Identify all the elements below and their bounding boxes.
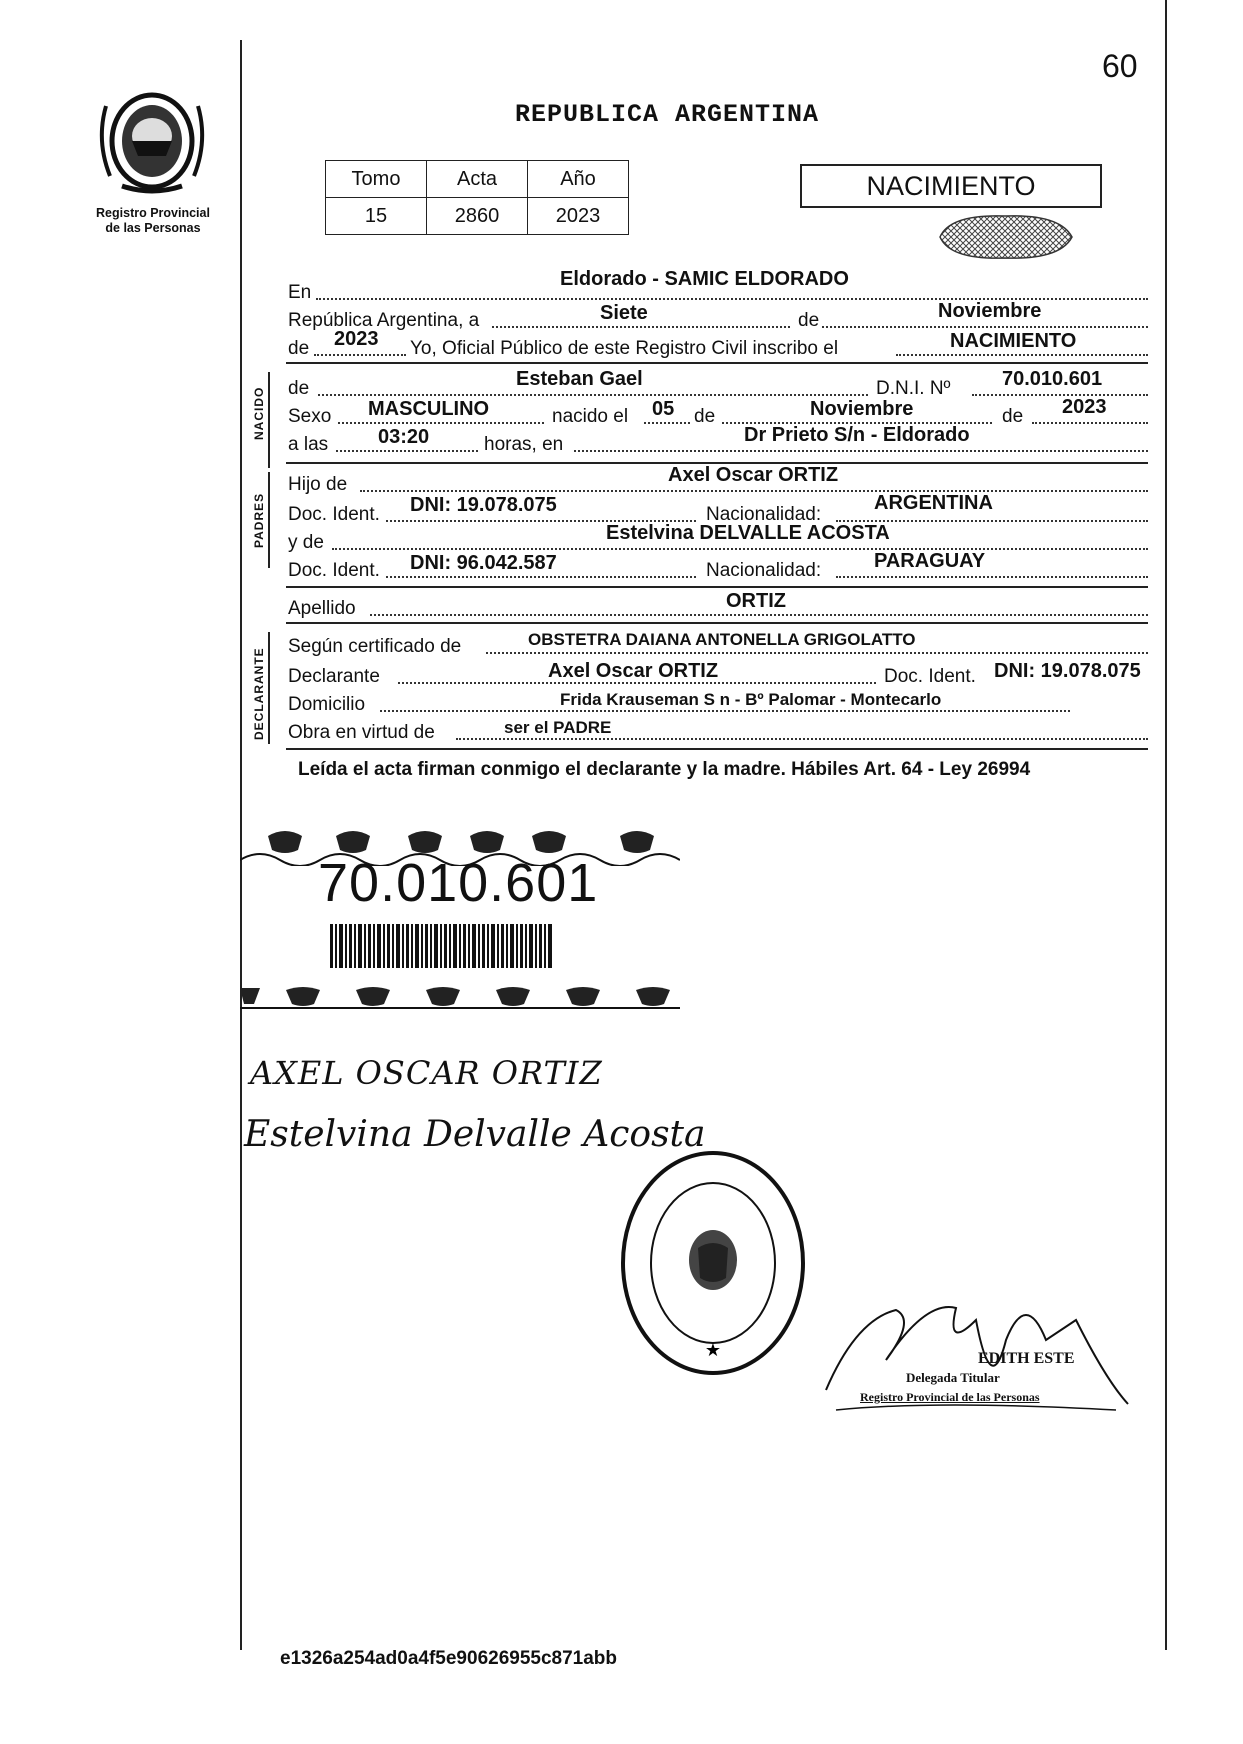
value-declarante: Axel Oscar ORTIZ	[548, 660, 719, 682]
sidebar-declarante	[268, 632, 270, 744]
value-dni: 70.010.601	[1002, 368, 1103, 390]
separator-4	[286, 622, 1148, 624]
label-hijo-de: Hijo de	[288, 474, 348, 495]
value-apellido: ORTIZ	[726, 590, 786, 612]
label-doc-declarante: Doc. Ident.	[884, 666, 976, 687]
official-round-stamp-icon	[618, 1148, 808, 1378]
registry-table	[325, 160, 629, 235]
closing-statement: Leída el acta firman conmigo el declarante y la madre. Hábiles Art. 64 - Ley 26994	[298, 759, 1031, 780]
value-hora: 03:20	[378, 426, 430, 448]
official-signature-title: Delegada Titular	[906, 1370, 1000, 1385]
side-label-declarante: DECLARANTE	[252, 647, 266, 740]
dots-anio-nac	[1032, 420, 1148, 424]
signature-mother: Estelvina Delvalle Acosta	[244, 1114, 706, 1155]
header-tomo: Tomo	[326, 161, 427, 198]
sidebar-padres	[268, 472, 270, 568]
dots-nombre	[318, 392, 868, 396]
label-dni: D.N.I. Nº	[876, 378, 951, 399]
side-label-nacido: NACIDO	[252, 386, 266, 440]
value-domicilio: Frida Krauseman S n - Bº Palomar - Montecarlo	[560, 690, 942, 709]
label-y-de: y de	[288, 532, 324, 553]
value-sexo: MASCULINO	[368, 398, 490, 420]
dots-lugar-nac	[574, 448, 1148, 452]
header-acta: Acta	[427, 161, 528, 198]
value-anio-nac: 2023	[1062, 396, 1107, 418]
label-de-nombre: de	[288, 378, 310, 399]
separator-5	[286, 748, 1148, 750]
label-de-anio: de	[288, 338, 310, 359]
label-nacido-el: nacido el	[552, 406, 629, 427]
label-sexo: Sexo	[288, 406, 332, 427]
official-signature-office: Registro Provincial de las Personas	[860, 1390, 1040, 1404]
value-tomo: 15	[326, 198, 427, 235]
value-anio: 2023	[528, 198, 629, 235]
security-seal-icon	[930, 210, 1080, 264]
side-label-padres: PADRES	[252, 492, 266, 548]
label-de-mes: de	[798, 310, 820, 331]
registry-table-header	[326, 161, 629, 198]
value-madre-nac: PARAGUAY	[874, 550, 986, 572]
label-apellido: Apellido	[288, 598, 356, 619]
value-acta: 2860	[427, 198, 528, 235]
security-band-bottom-icon	[240, 984, 680, 1012]
dots-nac-madre	[836, 574, 1148, 578]
value-nombre: Esteban Gael	[516, 368, 643, 390]
record-type-box: NACIMIENTO	[800, 164, 1102, 208]
barcode-icon	[330, 924, 552, 968]
value-padre-doc: DNI: 19.078.075	[410, 494, 557, 516]
dots-anio	[314, 352, 406, 356]
label-domicilio: Domicilio	[288, 694, 366, 715]
value-tipo: NACIMIENTO	[950, 330, 1077, 352]
value-lugar: Eldorado - SAMIC ELDORADO	[560, 268, 849, 290]
dots-mes	[822, 324, 1148, 328]
label-declarante: Declarante	[288, 666, 380, 687]
separator-3	[286, 586, 1148, 588]
value-madre-doc: DNI: 96.042.587	[410, 552, 557, 574]
dots-padre	[360, 488, 1148, 492]
value-anio: 2023	[334, 328, 379, 350]
label-obra: Obra en virtud de	[288, 722, 435, 743]
sidebar-nacido	[268, 372, 270, 468]
dots-madre	[332, 546, 1148, 550]
value-dia-nac: 05	[652, 398, 675, 420]
org-name	[78, 206, 228, 236]
page-number: 60	[1102, 48, 1138, 84]
value-mes-nac: Noviembre	[810, 398, 914, 420]
label-segun-cert: Según certificado de	[288, 636, 462, 657]
label-de-anio-nac: de	[1002, 406, 1024, 427]
svg-text:★: ★	[704, 1340, 722, 1361]
value-lugar-nac: Dr Prieto S/n - Eldorado	[744, 424, 970, 446]
value-certificado: OBSTETRA DAIANA ANTONELLA GRIGOLATTO	[528, 630, 916, 649]
dots-cert	[486, 650, 1148, 654]
value-padre-nac: ARGENTINA	[874, 492, 993, 514]
official-signature-scribble-icon	[816, 1280, 1136, 1430]
value-madre: Estelvina DELVALLE ACOSTA	[606, 522, 890, 544]
value-padre: Axel Oscar ORTIZ	[668, 464, 839, 486]
separator-1	[286, 362, 1148, 364]
dots-dni	[972, 392, 1148, 396]
value-mes-texto: Noviembre	[938, 300, 1042, 322]
label-a-las: a las	[288, 434, 329, 455]
document-hash: e1326a254ad0a4f5e90626955c871abb	[280, 1648, 618, 1669]
label-doc-padre: Doc. Ident.	[288, 504, 380, 525]
label-republica: República Argentina, a	[288, 310, 480, 331]
label-doc-madre: Doc. Ident.	[288, 560, 380, 581]
dni-large-number: 70.010.601	[318, 853, 599, 913]
label-de-mes-nac: de	[694, 406, 716, 427]
header-anio: Año	[528, 161, 629, 198]
province-emblem	[96, 86, 208, 196]
label-horas-en: horas, en	[484, 434, 564, 455]
label-yo-oficial: Yo, Oficial Público de este Registro Civil inscribo el	[410, 338, 839, 359]
signature-father: AXEL OSCAR ORTIZ	[250, 1054, 603, 1092]
org-line-2: de las Personas	[105, 221, 201, 235]
label-nac-padre: Nacionalidad:	[706, 504, 822, 525]
value-dia-texto: Siete	[600, 302, 648, 324]
label-nac-madre: Nacionalidad:	[706, 560, 822, 581]
org-line-1: Registro Provincial	[96, 206, 210, 220]
value-obra: ser el PADRE	[504, 718, 612, 737]
label-en: En	[288, 282, 312, 303]
value-declarante-doc: DNI: 19.078.075	[994, 660, 1141, 682]
official-signature-name: EDITH ESTE	[978, 1350, 1075, 1367]
right-margin-line	[1165, 0, 1167, 1650]
registry-table-values	[326, 198, 629, 235]
document-title: REPUBLICA ARGENTINA	[515, 100, 820, 129]
